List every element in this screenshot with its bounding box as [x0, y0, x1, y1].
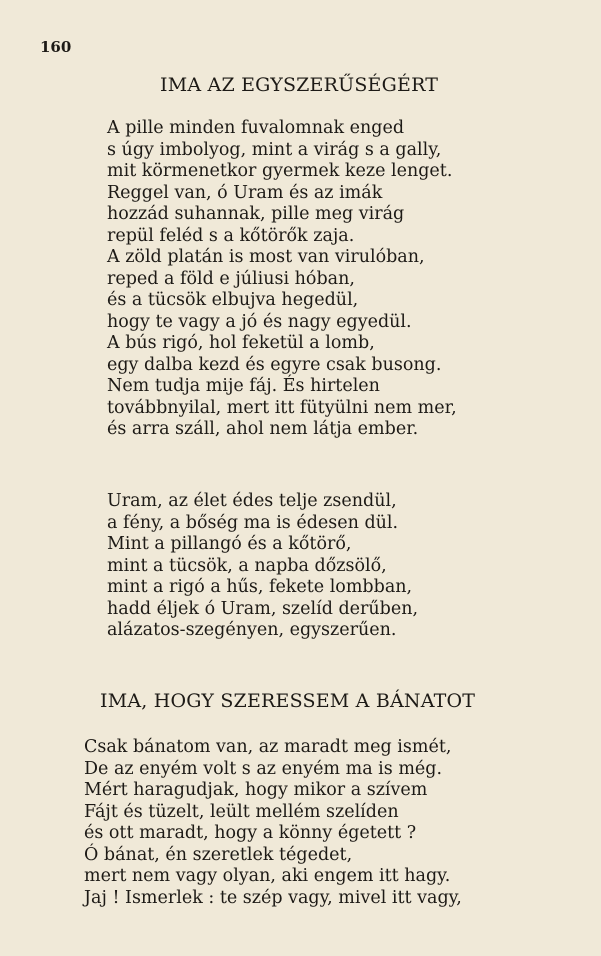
poem-line: Csak bánatom van, az maradt meg ismét, — [84, 737, 452, 757]
poem-line: és ott maradt, hogy a könny égetett ? — [84, 823, 417, 843]
poem-line: továbbnyilal, mert itt fütyülni nem mer, — [107, 397, 457, 418]
poem-line: mint a tücsök, a napba dőzsölő, — [107, 555, 387, 576]
poem-line: Reggel van, ó Uram és az imák — [107, 182, 383, 203]
poem-line: Mint a pillangó és a kőtörő, — [107, 534, 352, 554]
poem-line: A zöld platán is most van virulóban, — [107, 247, 425, 267]
poem-line: Fájt és tüzelt, leült mellém szelíden — [84, 801, 399, 822]
poem-line: hozzád suhannak, pille meg virág — [107, 204, 405, 224]
poem-line: egy dalba kezd és egyre csak busong. — [107, 354, 442, 375]
poem-line: hadd éljek ó Uram, szelíd derűben, — [107, 598, 419, 619]
poem-line: repül feléd s a kőtörők zaja. — [107, 225, 355, 246]
poem-line: A pille minden fuvalomnak enged — [107, 118, 405, 138]
poem-line: Jaj ! Ismerlek : te szép vagy, mivel itt vagy, — [84, 887, 462, 908]
poem-line: Ó bánat, én szeretlek tégedet, — [84, 844, 353, 865]
poem-line: mit körmenetkor gyermek keze lenget. — [107, 161, 453, 181]
poem-line: a fény, a bőség ma is édesen dül. — [107, 512, 399, 533]
poem-title: IMA, HOGY SZERESSEM A BÁNATOT — [100, 690, 476, 712]
poem-line: Uram, az élet édes telje zsendül, — [107, 491, 397, 511]
poem-line: A bús rigó, hol feketül a lomb, — [107, 333, 375, 353]
poem-line: s úgy imbolyog, mint a virág s a gally, — [107, 139, 442, 160]
poem-line: hogy te vagy a jó és nagy egyedül. — [107, 311, 412, 332]
poem-line: és arra száll, ahol nem látja ember. — [107, 419, 419, 439]
poem-stanza — [107, 491, 418, 642]
poem-line: Mért haragudjak, hogy mikor a szívem — [84, 780, 428, 800]
poem-line: De az enyém volt s az enyém ma is még. — [84, 758, 443, 779]
poem-line: mert nem vagy olyan, aki engem itt hagy. — [84, 866, 451, 886]
poem-line: reped a föld e júliusi hóban, — [107, 268, 355, 289]
poem-line: alázatos-szegényen, egyszerűen. — [107, 620, 397, 640]
poem-title: IMA AZ EGYSZERŰSÉGÉRT — [160, 74, 439, 96]
poem-stanza — [107, 118, 457, 441]
poem-stanza — [84, 737, 462, 909]
poem-line: és a tücsök elbujva hegedül, — [107, 290, 359, 310]
poem-line: Nem tudja mije fáj. És hirtelen — [107, 376, 380, 396]
poem-line: mint a rigó a hűs, fekete lombban, — [107, 577, 413, 597]
page-number: 160 — [40, 38, 72, 56]
